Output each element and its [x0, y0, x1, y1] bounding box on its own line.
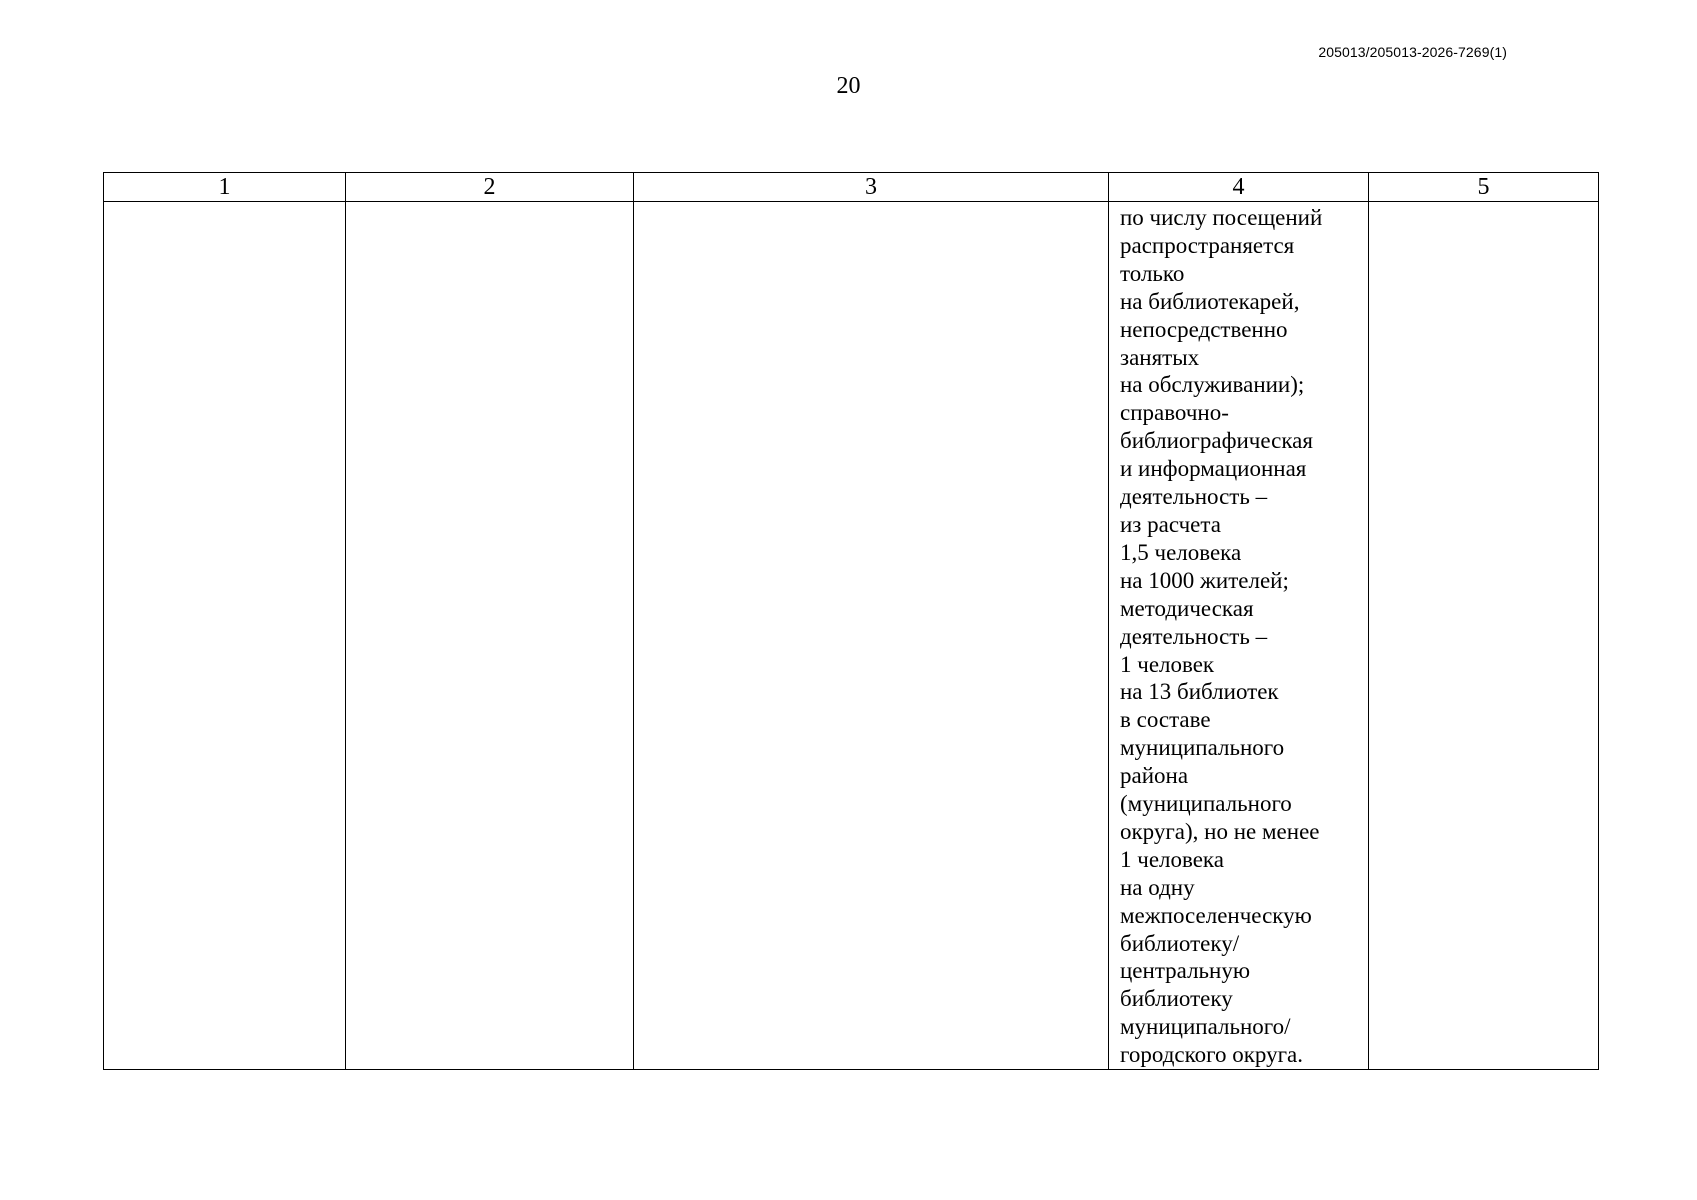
cell-text-line: муниципального [1120, 735, 1285, 761]
cell-text-line: распространяется [1120, 232, 1295, 258]
cell-text-line: только [1120, 260, 1185, 286]
cell-text-line: деятельность – [1120, 484, 1268, 510]
table-cell-col1 [104, 202, 346, 1070]
cell-text-line: деятельность – [1120, 623, 1268, 649]
table-cell-col3 [634, 202, 1109, 1070]
table-cell-col5 [1369, 202, 1599, 1070]
cell-text-line: центральную [1120, 958, 1251, 984]
cell-text-line: занятых [1120, 344, 1200, 370]
cell-text-line: на одну [1120, 874, 1195, 900]
cell-text-line: 1 человек [1120, 651, 1215, 677]
column-header-4: 4 [1109, 173, 1369, 202]
cell-text-line: непосредственно [1120, 316, 1288, 342]
column-header-1: 1 [104, 173, 346, 202]
table-row [104, 202, 1599, 1070]
cell-text-line: справочно- [1120, 400, 1229, 426]
cell-text-line: округа), но не менее [1120, 818, 1320, 844]
cell-text-line: методическая [1120, 595, 1254, 621]
cell-text-line: и информационная [1120, 456, 1307, 482]
cell-text-line: из расчета [1120, 511, 1221, 537]
cell-text-line: в составе [1120, 707, 1211, 733]
cell-text-line: на обслуживании); [1120, 372, 1305, 398]
cell-text-line: на библиотекарей, [1120, 288, 1300, 314]
table-cell-col4 [1109, 202, 1369, 1070]
cell-text-line: библиотеку [1120, 986, 1233, 1012]
column-header-3: 3 [634, 173, 1109, 202]
column-header-5: 5 [1369, 173, 1599, 202]
document-id: 205013/205013-2026-7269(1) [1318, 44, 1507, 60]
cell-text-line: библиографическая [1120, 428, 1313, 454]
cell-text-line: на 13 библиотек [1120, 679, 1279, 705]
cell-text-line: 1 человека [1120, 846, 1224, 872]
document-table [103, 172, 1599, 1070]
page-number: 20 [836, 73, 861, 99]
cell-text-line: района [1120, 763, 1189, 789]
cell-text-line: (муниципального [1120, 791, 1292, 817]
cell-text-line: 1,5 человека [1120, 539, 1242, 565]
cell-text-line: муниципального/ [1120, 1014, 1291, 1040]
column-header-2: 2 [346, 173, 634, 202]
cell-text-block [1109, 202, 1368, 1069]
cell-text-line: городского округа. [1120, 1042, 1303, 1068]
cell-text-line: по числу посещений [1120, 205, 1323, 230]
cell-text-line: библиотеку/ [1120, 930, 1240, 956]
cell-text-line: на 1000 жителей; [1120, 567, 1289, 593]
table-header-row [104, 173, 1599, 202]
table-cell-col2 [346, 202, 634, 1070]
cell-text-line: межпоселенческую [1120, 902, 1312, 928]
